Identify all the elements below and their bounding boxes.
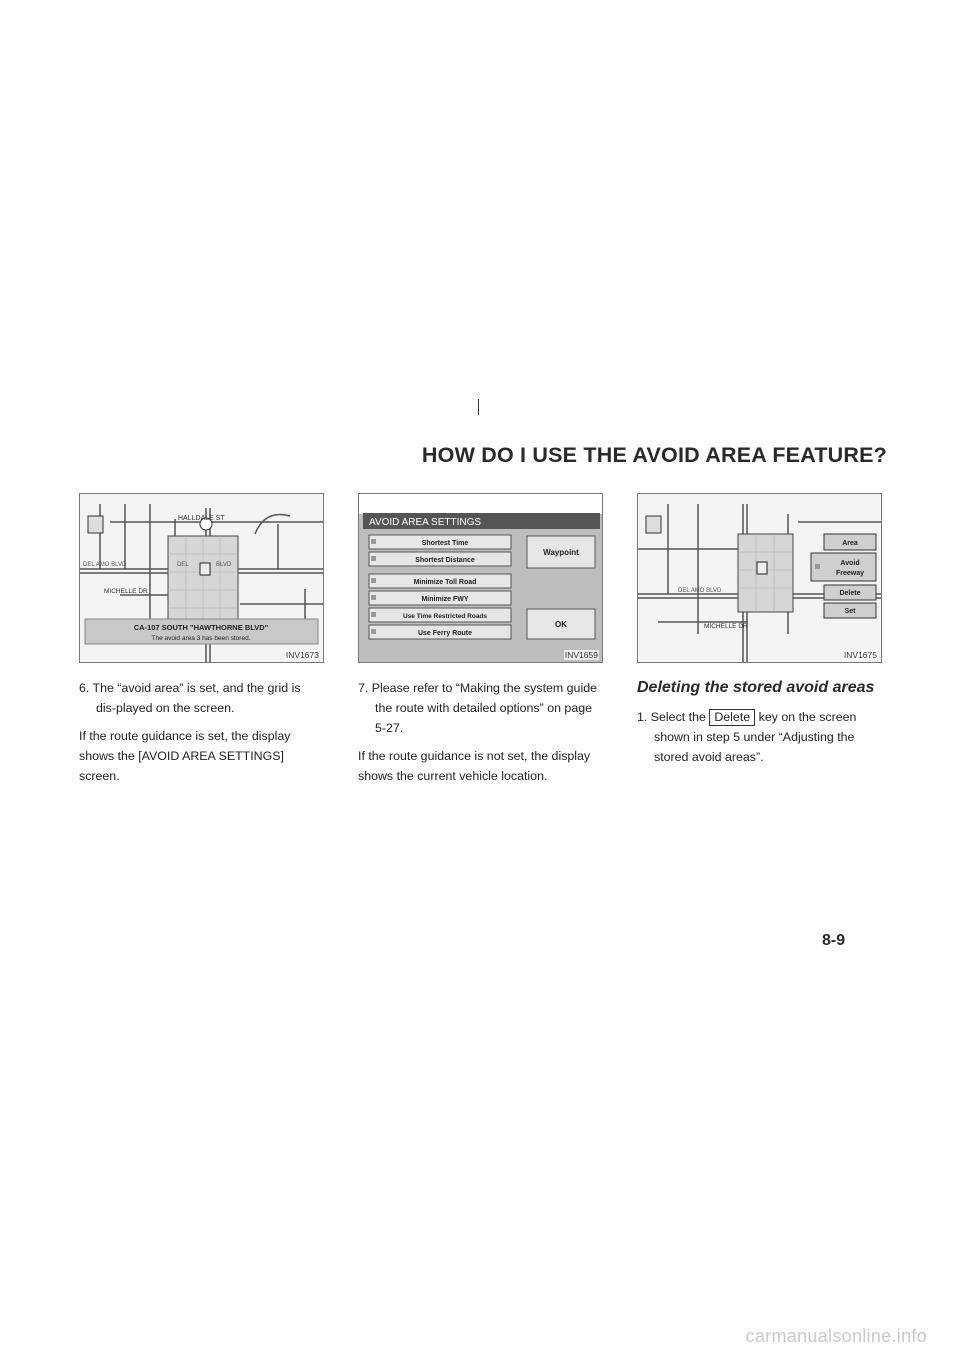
step-1-text-start: 1. Select the: [637, 710, 706, 724]
map-label-road-part: DEL: [177, 562, 189, 568]
settings-option-button: Use Time Restricted Roads: [402, 613, 488, 620]
page-number: 8-9: [822, 932, 846, 949]
paragraph-route-guidance-set: If the route guidance is set, the display shows the [AVOID AREA SETTINGS] screen.: [79, 729, 291, 783]
map-banner-message: The avoid area 3 has been stored.: [151, 635, 251, 642]
settings-screen-illustration: [359, 494, 602, 662]
watermark: carmanualsonline.info: [745, 1326, 927, 1346]
settings-option-button: Minimize Toll Road: [413, 579, 477, 586]
figure-id: INV1673: [285, 650, 319, 660]
step-1-text-end: key on the screen shown in step 5 under “Adjusting the stored avoid areas”.: [654, 710, 857, 764]
map-label-street: MICHELLE DR: [704, 623, 748, 630]
map-illustration: [80, 494, 323, 662]
settings-option-button: Shortest Time: [421, 540, 469, 547]
settings-option-button: Shortest Distance: [415, 557, 475, 564]
menu-set-button: Set: [844, 608, 856, 615]
header-divider-tick: [478, 399, 479, 415]
map-label-street: MICHELLE DR: [104, 588, 148, 595]
figure-id: INV1675: [843, 650, 877, 660]
text-column-2: [358, 678, 602, 794]
settings-option-button: Minimize FWY: [421, 596, 469, 603]
step-1: [637, 707, 881, 767]
map-label-road: DEL AMO BLVD: [678, 588, 722, 594]
section-subheading: Deleting the stored avoid areas: [637, 679, 875, 696]
text-column-3: [637, 678, 881, 775]
settings-waypoint-button: Waypoint: [543, 548, 579, 557]
text-column-1: [79, 678, 323, 794]
settings-screen-title: AVOID AREA SETTINGS: [369, 517, 482, 528]
map-banner-road: CA-107 SOUTH "HAWTHORNE BLVD": [133, 623, 269, 632]
map-menu-illustration: [638, 494, 881, 662]
step-6: 6. The “avoid area” is set, and the grid is dis-played on the screen.: [79, 681, 301, 715]
delete-key: Delete: [709, 709, 755, 726]
map-label-street: HALLDALE ST: [178, 515, 225, 522]
map-label-road: DEL AMO BLVD: [83, 562, 127, 568]
menu-delete-button: Delete: [839, 590, 861, 597]
settings-ok-button: OK: [555, 620, 567, 629]
figure-avoid-area-settings: [358, 493, 603, 663]
menu-avoid-label: Avoid: [840, 560, 860, 567]
figure-map-delete-menu: [637, 493, 882, 663]
figure-id: INV1659: [564, 650, 598, 660]
figure-map-stored-area: [79, 493, 324, 663]
map-label-road-part: BLVD: [216, 562, 232, 568]
page-title: HOW DO I USE THE AVOID AREA FEATURE?: [421, 443, 887, 467]
settings-option-button: Use Ferry Route: [417, 630, 473, 637]
paragraph-route-guidance-not-set: If the route guidance is not set, the display shows the current vehicle location.: [358, 749, 591, 783]
menu-area-button: Area: [842, 540, 858, 547]
step-7: 7. Please refer to “Making the system guide the route with detailed options” on page 5-27.: [358, 681, 597, 735]
menu-freeway-label: Freeway: [835, 570, 865, 577]
